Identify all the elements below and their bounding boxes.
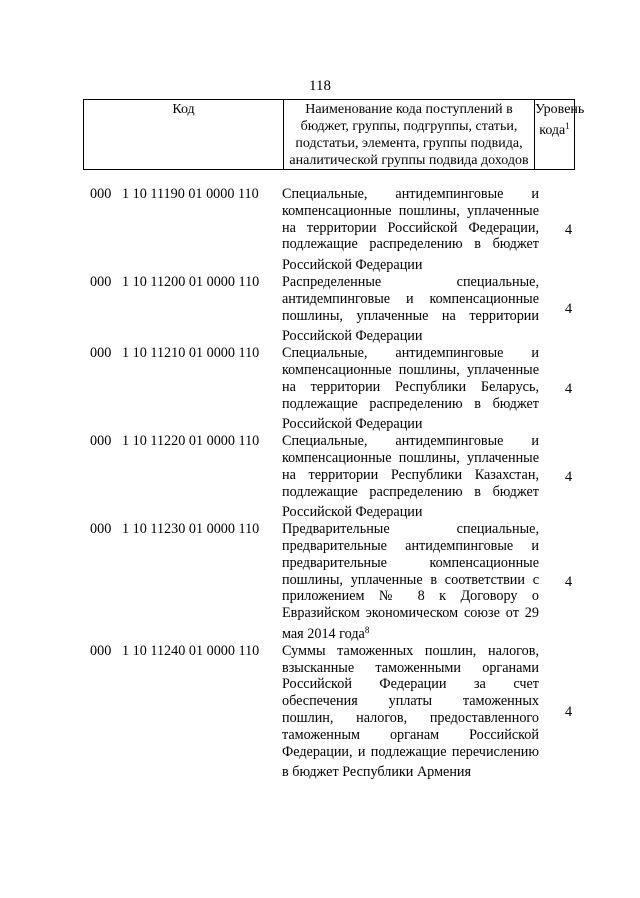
row-level: 4 bbox=[564, 301, 573, 318]
row-code: 1 10 11220 01 0000 110 bbox=[122, 433, 260, 450]
header-level-label: Уровень кода bbox=[535, 102, 585, 138]
row-name bbox=[282, 433, 539, 521]
row-name bbox=[282, 186, 539, 274]
row-level: 4 bbox=[564, 380, 573, 397]
row-level: 4 bbox=[564, 703, 573, 720]
header-name bbox=[284, 100, 535, 170]
row-name bbox=[282, 521, 539, 643]
row-name-text: Предварительные специальные, предварительные антидемпинговые и предварительные компенсационные пошлины, уплаченные в соответствии с приложением № 8 к Договору о Евразийском экономическом союзе от 29 мая 2014 года bbox=[282, 521, 539, 642]
table-row bbox=[90, 274, 590, 345]
row-name bbox=[282, 345, 539, 433]
table-row bbox=[90, 521, 590, 643]
table-row bbox=[90, 433, 590, 521]
table-row bbox=[90, 186, 590, 274]
row-code: 1 10 11210 01 0000 110 bbox=[122, 345, 260, 362]
row-prefix: 000 bbox=[90, 186, 112, 202]
table-header bbox=[83, 99, 585, 170]
row-prefix: 000 bbox=[90, 521, 112, 538]
row-code: 1 10 11240 01 0000 110 bbox=[122, 642, 260, 659]
table-body bbox=[90, 186, 590, 781]
row-prefix: 000 bbox=[90, 345, 112, 362]
row-level: 4 bbox=[564, 468, 573, 485]
row-name-text: Распределенные специальные, антидемпинговые и компенсационные пошлины, уплаченные на территории Российской Федерации bbox=[282, 273, 539, 345]
header-level-footnote: 1 bbox=[565, 121, 570, 131]
row-prefix: 000 bbox=[90, 642, 112, 659]
page-number: 118 bbox=[309, 78, 331, 94]
table-row bbox=[90, 345, 590, 433]
row-name-text: Специальные, антидемпинговые и компенсационные пошлины, уплаченные на территории Республики Казахстан, подлежащие распределению в бюджет Российской Федерации bbox=[282, 433, 539, 521]
row-level: 4 bbox=[564, 221, 573, 238]
row-name-text: Специальные, антидемпинговые и компенсационные пошлины, уплаченные на территории Республики Беларусь, подлежащие распределению в бюджет Российской Федерации bbox=[282, 345, 539, 433]
row-footnote: 8 bbox=[364, 624, 370, 635]
row-name-text: Суммы таможенных пошлин, налогов, взысканные таможенными органами Российской Федерации за счет обеспечения уплаты таможенных пошлин, налогов, предоставленного таможенным органам Российской Федерации, и подлежащие перечислению в бюджет Республики Армения bbox=[282, 642, 539, 781]
table-row bbox=[90, 643, 590, 781]
row-name bbox=[282, 643, 539, 781]
header-code-label: Код bbox=[172, 102, 195, 117]
row-prefix: 000 bbox=[90, 433, 112, 450]
row-code: 1 10 11190 01 0000 110 bbox=[122, 186, 259, 202]
header-name-label: Наименование кода поступлений в бюджет, группы, подгруппы, статьи, подстатьи, элемента, группы подвида, аналитической группы подвида доходов bbox=[289, 102, 529, 168]
row-name-text: Специальные, антидемпинговые и компенсационные пошлины, уплаченные на территории Российской Федерации, подлежащие распределению в бюджет Российской Федерации bbox=[282, 186, 539, 274]
row-code: 1 10 11230 01 0000 110 bbox=[122, 521, 260, 538]
row-prefix: 000 bbox=[90, 273, 112, 290]
row-name bbox=[282, 274, 539, 345]
header-code bbox=[84, 100, 284, 170]
row-code: 1 10 11200 01 0000 110 bbox=[122, 273, 260, 290]
row-level: 4 bbox=[564, 573, 573, 590]
header-level bbox=[535, 100, 585, 170]
